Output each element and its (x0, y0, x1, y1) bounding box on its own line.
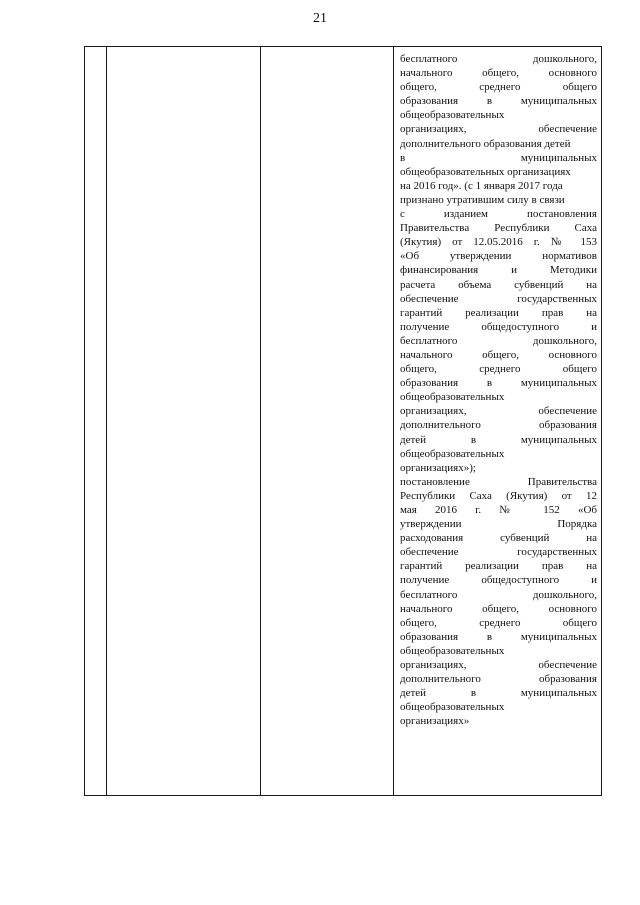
table-cell-legal-text (400, 52, 597, 729)
cell-text-line: общеобразовательных организациях (400, 165, 571, 178)
cell-text-line: общеобразовательных (400, 391, 505, 404)
cell-text-line: обеспечение государственных (400, 546, 597, 559)
cell-text-line: организациях, обеспечение (400, 659, 597, 672)
cell-text-line: дополнительного образования детей (400, 137, 571, 150)
cell-text-line: начального общего, основного (400, 602, 597, 615)
cell-text-line: постановление Правительства (400, 475, 597, 488)
cell-text-line: на 2016 год». (с 1 января 2017 года (400, 179, 563, 192)
cell-text-line: образования в муниципальных (400, 377, 597, 390)
cell-text-line: дополнительного образования (400, 673, 597, 686)
cell-text-line: организациях, обеспечение (400, 405, 597, 418)
cell-text-line: бесплатного дошкольного, (400, 334, 597, 347)
cell-text-line: организациях»); (400, 461, 476, 474)
document-table (84, 46, 602, 796)
cell-text-line: гарантий реализации прав на (400, 560, 597, 573)
cell-text-line: расходования субвенций на (400, 532, 597, 545)
cell-text-line: «Об утверждении нормативов (400, 250, 597, 263)
cell-text-line: общеобразовательных (400, 447, 505, 460)
column-divider-2 (260, 47, 261, 795)
cell-text-line: финансирования и Методики (400, 264, 597, 277)
column-divider-3 (393, 47, 394, 795)
cell-text-line: признано утратившим силу в связи (400, 193, 565, 206)
cell-text-line: общеобразовательных (400, 109, 505, 122)
cell-text-line: обеспечение государственных (400, 292, 597, 305)
cell-text-line: дополнительного образования (400, 419, 597, 432)
cell-text-line: общего, среднего общего (400, 81, 597, 94)
cell-text-line: (Якутия) от 12.05.2016 г. № 153 (400, 236, 597, 249)
cell-text-line: детей в муниципальных (400, 687, 597, 700)
page-number: 21 (313, 11, 327, 26)
cell-text-line: бесплатного дошкольного, (400, 53, 597, 65)
cell-text-line: бесплатного дошкольного, (400, 588, 597, 601)
cell-text-line: общего, среднего общего (400, 616, 597, 629)
cell-text-line: общего, среднего общего (400, 363, 597, 376)
cell-text-line: мая 2016 г. № 152 «Об (400, 504, 597, 516)
cell-text-line: расчета объема субвенций на (400, 278, 597, 291)
cell-text-line: общеобразовательных (400, 644, 505, 657)
cell-text-line: образования в муниципальных (400, 95, 597, 108)
cell-text-line: детей в муниципальных (400, 433, 597, 446)
cell-text-line: организациях, обеспечение (400, 123, 597, 136)
cell-text-line: с изданием постановления (400, 208, 597, 221)
cell-text-line: получение общедоступного и (400, 320, 597, 333)
cell-text-line: образования в муниципальных (400, 630, 597, 643)
cell-text-line: Республики Саха (Якутия) от 12 (400, 489, 597, 502)
cell-text-line: получение общедоступного и (400, 574, 597, 587)
cell-text-line: начального общего, основного (400, 67, 597, 80)
cell-text-line: организациях» (400, 715, 470, 728)
cell-text-line: в муниципальных (400, 151, 597, 164)
cell-text-line: утверждении Порядка (400, 518, 597, 531)
cell-text-line: общеобразовательных (400, 701, 505, 714)
cell-text-line: начального общего, основного (400, 348, 597, 361)
cell-text-line: гарантий реализации прав на (400, 306, 597, 319)
column-divider-1 (106, 47, 107, 795)
cell-text-line: Правительства Республики Саха (400, 222, 597, 235)
